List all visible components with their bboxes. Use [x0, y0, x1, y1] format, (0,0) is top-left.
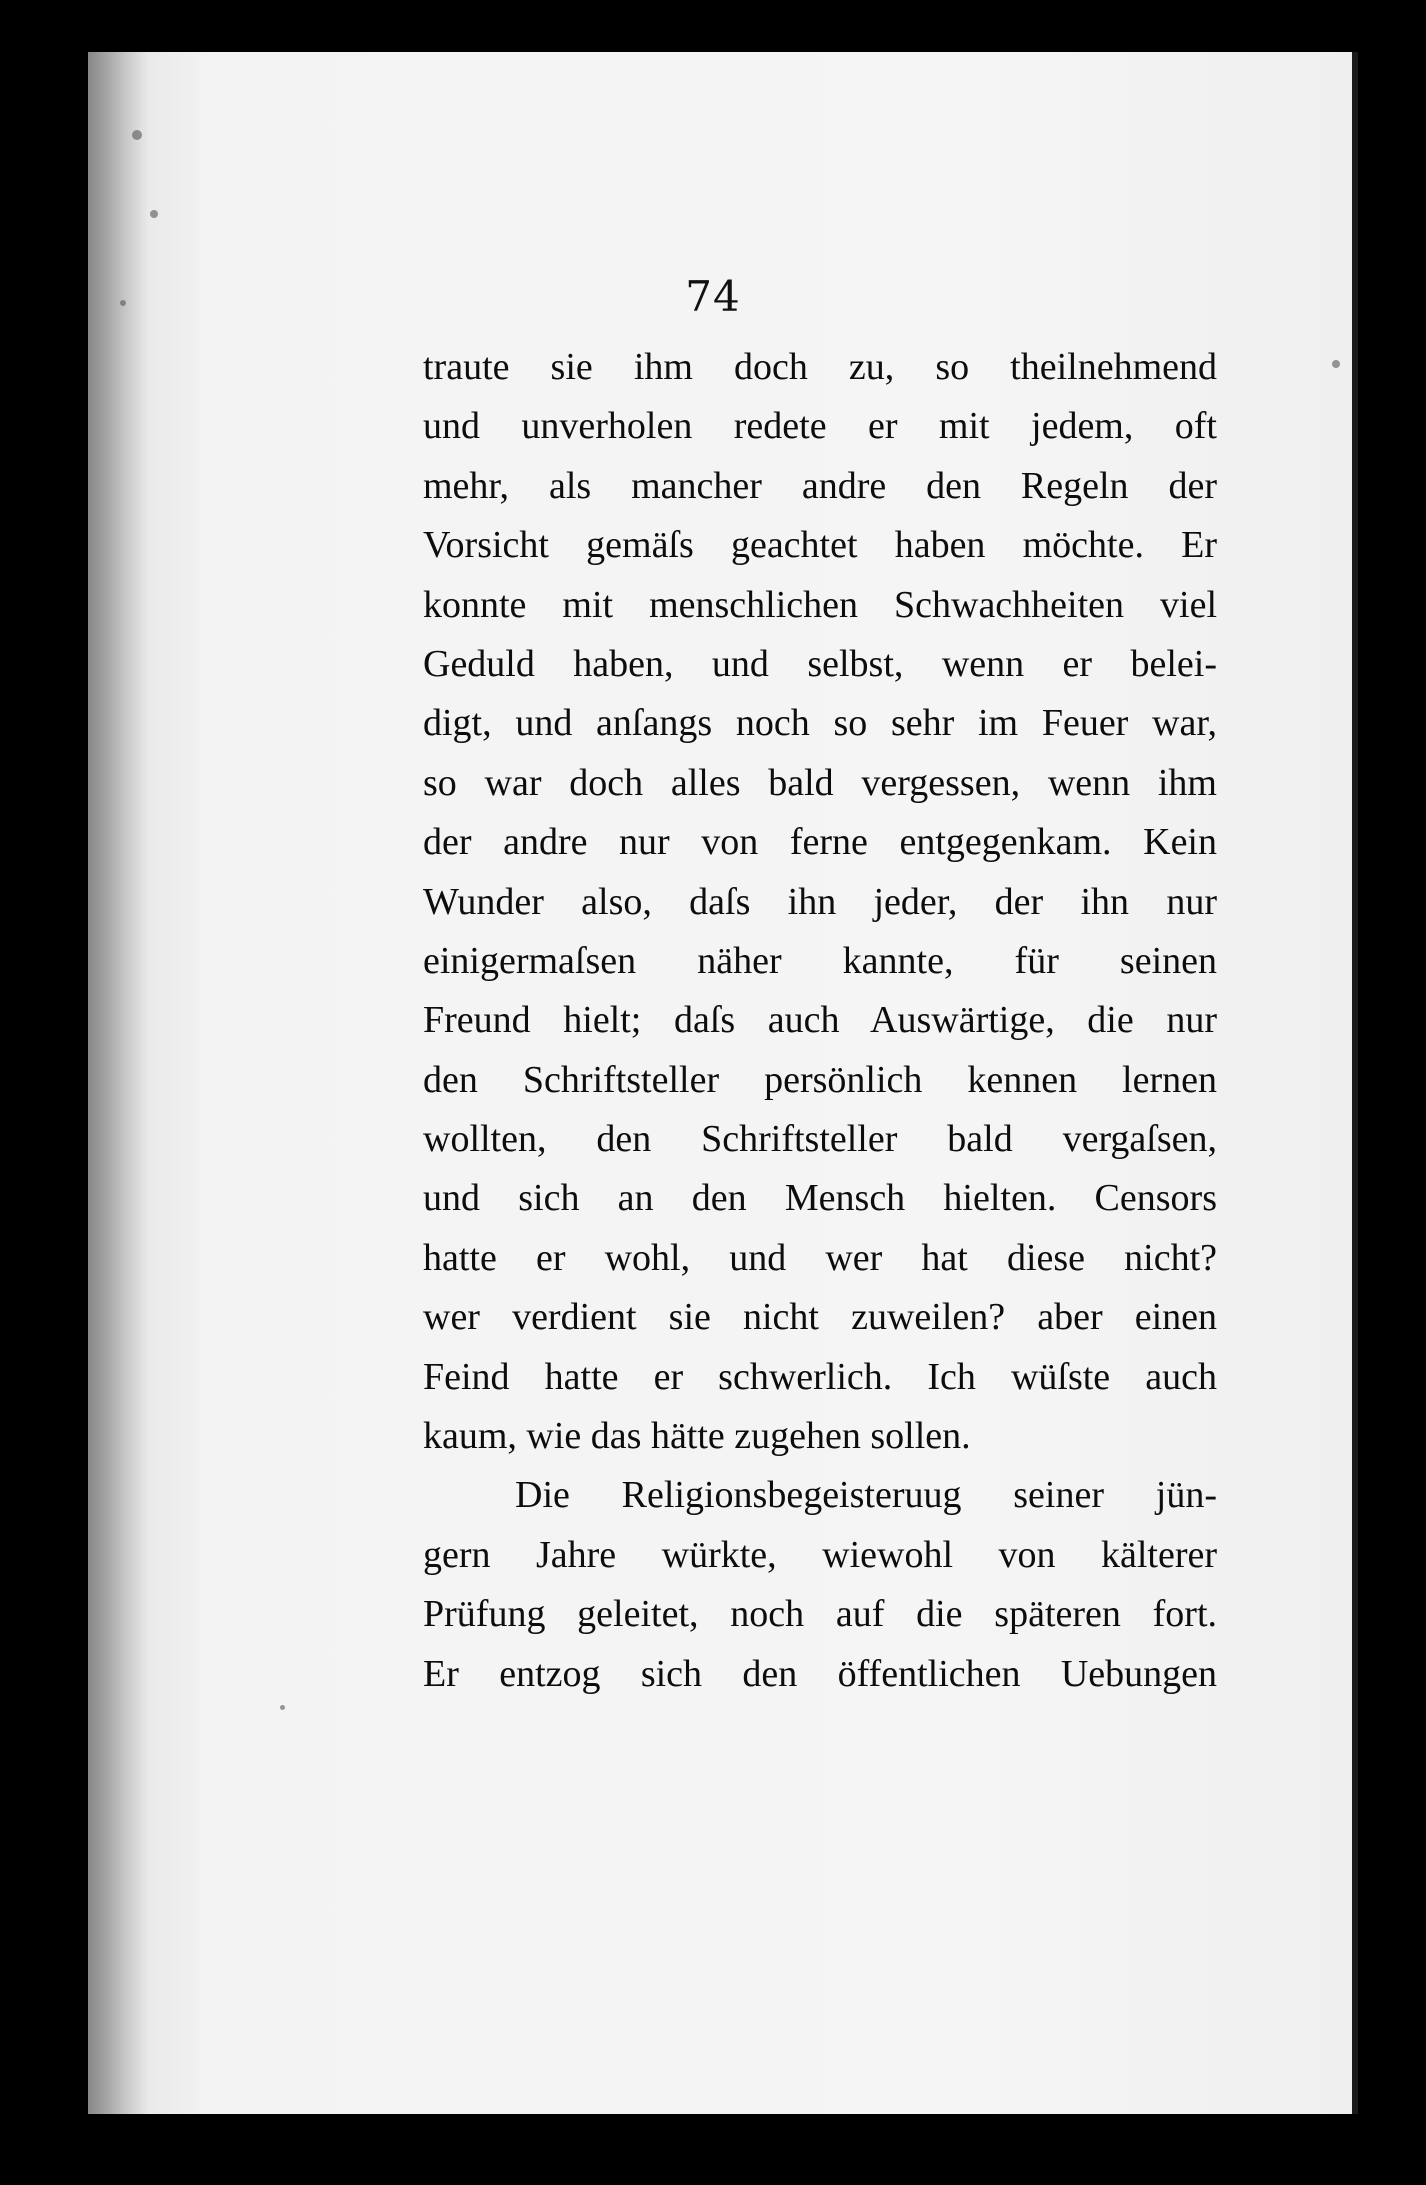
text-line: digt, und anſangs noch so sehr im Feuer war, [423, 702, 1217, 745]
text-line: und unverholen redete er mit jedem, oft [423, 405, 1217, 448]
text-line: Geduld haben, und selbst, wenn er belei- [423, 642, 1217, 685]
body-text [423, 338, 1217, 1704]
text-line: und sich an den Mensch hielten. Censors [423, 1177, 1217, 1220]
text-line: so war doch alles bald vergessen, wenn ihm [423, 761, 1217, 804]
text-line: Prüfung geleitet, noch auf die späteren fort. [423, 1593, 1217, 1636]
text-line: Freund hielt; daſs auch Auswärtige, die nur [423, 999, 1217, 1042]
gutter-shadow [88, 52, 148, 2114]
foxing-spot [1332, 360, 1340, 368]
paragraph-end-line: kaum, wie das hätte zugehen sollen. [423, 1415, 971, 1458]
text-line: traute sie ihm doch zu, so theilnehmend [423, 346, 1217, 388]
text-line: wer verdient sie nicht zuweilen? aber einen [423, 1296, 1217, 1339]
text-line: Vorsicht gemäſs geachtet haben möchte. Er [423, 524, 1217, 567]
text-line: wollten, den Schriftsteller bald vergaſsen, [423, 1118, 1217, 1161]
foxing-spot [132, 130, 142, 140]
page-number: 74 [685, 272, 741, 321]
text-line: einigermaſsen näher kannte, für seinen [423, 939, 1217, 982]
text-line: Feind hatte er schwerlich. Ich wüſste auch [423, 1355, 1217, 1398]
text-line: Wunder also, daſs ihn jeder, der ihn nur [423, 880, 1217, 923]
text-line: Er entzog sich den öffentlichen Uebungen [423, 1652, 1217, 1695]
text-line: der andre nur von ferne entgegenkam. Kein [423, 821, 1217, 864]
text-line: hatte er wohl, und wer hat diese nicht? [423, 1236, 1217, 1279]
foxing-spot [150, 210, 158, 218]
text-line: konnte mit menschlichen Schwachheiten viel [423, 583, 1217, 626]
text-line: den Schriftsteller persönlich kennen lernen [423, 1058, 1217, 1101]
text-line: gern Jahre würkte, wiewohl von kälterer [423, 1533, 1217, 1576]
text-line: mehr, als mancher andre den Regeln der [423, 464, 1217, 507]
paragraph-start-line: Die Religionsbegeisteruug seiner jün- [515, 1474, 1217, 1517]
foxing-spot [280, 1705, 285, 1710]
